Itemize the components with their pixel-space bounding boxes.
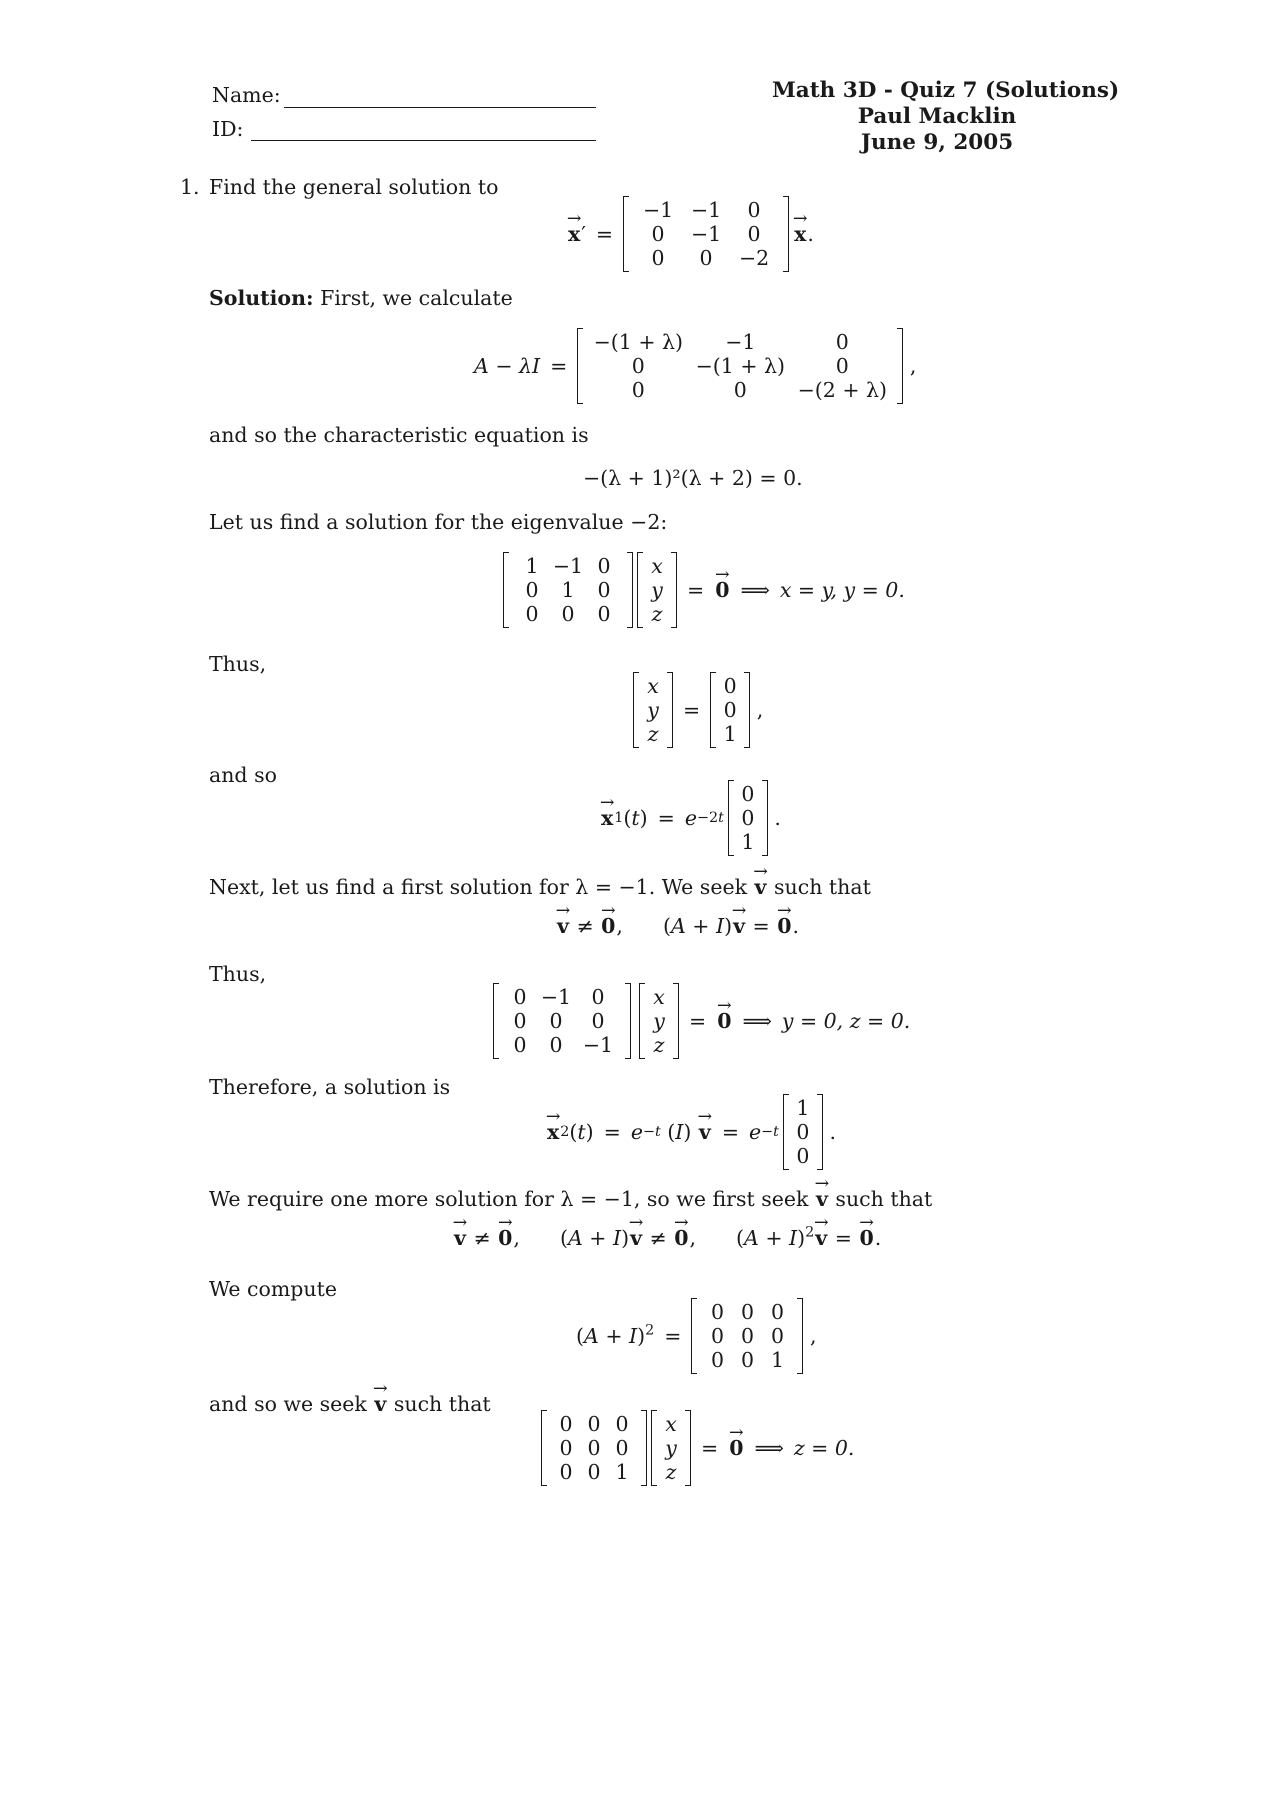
thus-1: Thus, — [209, 652, 267, 676]
matrix-cell: z — [653, 1033, 665, 1057]
matrix-cell: −1 — [642, 198, 674, 222]
matrix-cell: 0 — [597, 554, 611, 578]
matrix-cell: 0 — [597, 602, 611, 626]
name-blank-line[interactable] — [284, 107, 596, 108]
matrix-cell: y — [651, 578, 663, 602]
final-matrix — [541, 1410, 647, 1486]
xyz-vector — [637, 552, 677, 628]
matrix-cell: 0 — [525, 602, 539, 626]
matrix-cell: −(1 + λ) — [593, 330, 684, 354]
x2-vector — [783, 1094, 823, 1170]
eig1-system: 0 −1 0 0 0 0 0 0 −1 x y z = → 0 ⟹ y = 0, z = 0. — [493, 983, 910, 1059]
quiz-title: Math 3D - Quiz 7 (Solutions) — [772, 78, 1120, 103]
such-that-3: such that — [393, 1392, 491, 1416]
matrix-cell: z — [665, 1460, 677, 1484]
matrix-cell: 0 — [513, 1009, 527, 1033]
v-conditions-1: → v ≠ → 0 , (A + I) → v = → 0 . — [556, 914, 799, 938]
problem-prompt: Find the general solution to — [209, 175, 499, 199]
matrix-cell: z — [647, 722, 659, 746]
xyz-vector — [651, 1410, 691, 1486]
a-minus-lambda-i-equation: A − λI = −(1 + λ) −1 0 0 −(1 + λ) 0 0 0 −(2 + λ) , — [474, 330, 917, 402]
seek-paragraph: and so we seek → v such that — [209, 1392, 491, 1416]
x2-solution: → x 2 (t) = e −t (I) → v = e −t 1 0 0 . — [546, 1094, 836, 1170]
next-prefix: Next, let us find a first solution for λ = −1. We seek — [209, 875, 748, 899]
problem-number: 1. — [180, 175, 200, 199]
matrix-cell: 0 — [741, 806, 755, 830]
matrix-cell: −1 — [582, 1033, 614, 1057]
matrix-cell: 0 — [587, 1460, 601, 1484]
matrix-cell: x — [651, 554, 663, 578]
coefficient-matrix — [623, 196, 789, 272]
matrix-cell: 0 — [559, 1436, 573, 1460]
matrix-cell: 0 — [835, 354, 849, 378]
a-minus-lambda-i-matrix — [577, 328, 903, 404]
matrix-cell: 0 — [747, 198, 761, 222]
matrix-cell: 0 — [561, 602, 575, 626]
x-vector-symbol: → x — [568, 222, 580, 246]
matrix-cell: 1 — [525, 554, 539, 578]
xyz-vector — [633, 672, 673, 748]
matrix-cell: 0 — [796, 1120, 810, 1144]
matrix-cell: 0 — [699, 246, 713, 270]
matrix-cell: 0 — [740, 1348, 754, 1372]
final-system: 0 0 0 0 0 0 0 0 1 x y z = → 0 ⟹ z = 0. — [541, 1410, 854, 1486]
matrix-cell: 0 — [723, 698, 737, 722]
matrix-cell: 0 — [651, 246, 665, 270]
matrix-cell: 0 — [549, 1009, 563, 1033]
matrix-cell: 0 — [615, 1436, 629, 1460]
a-plus-i-squared-equation: $(A + I)^2$ = 0 0 0 0 0 0 0 0 1 , — [576, 1300, 817, 1372]
require-prefix: We require one more solution for λ = −1, so we first seek — [209, 1187, 809, 1211]
matrix-cell: 1 — [561, 578, 575, 602]
eig2-result: x = y, y = 0. — [779, 578, 905, 602]
id-blank-line[interactable] — [251, 140, 596, 141]
date: June 9, 2005 — [860, 130, 1014, 155]
matrix-cell: 1 — [796, 1096, 810, 1120]
name-label: Name: — [212, 83, 281, 107]
eigenvector-equation: x y z = 0 0 1 , — [633, 672, 763, 748]
matrix-cell: −1 — [690, 222, 722, 246]
matrix-cell: 0 — [740, 1324, 754, 1348]
eig2-matrix — [503, 552, 633, 628]
matrix-cell: 0 — [710, 1348, 724, 1372]
such-that-1: such that — [774, 875, 871, 899]
matrix-cell: 0 — [591, 985, 605, 1009]
matrix-cell: 0 — [559, 1412, 573, 1436]
eigenvector-001 — [710, 672, 750, 748]
matrix-cell: y — [665, 1436, 677, 1460]
matrix-cell: 0 — [796, 1144, 810, 1168]
thus-2: Thus, — [209, 962, 267, 986]
matrix-cell: −1 — [540, 985, 572, 1009]
matrix-cell: 0 — [835, 330, 849, 354]
v-conditions-2: → v ≠ → 0 , (A + I) → v ≠ → 0 , $(A + I)^2$ → v = → 0 . — [453, 1226, 881, 1250]
and-so-seek-prefix: and so we seek — [209, 1392, 367, 1416]
matrix-cell: 0 — [741, 782, 755, 806]
matrix-cell: 1 — [741, 830, 755, 854]
matrix-cell: 0 — [723, 674, 737, 698]
eig2-system: 1 −1 0 0 1 0 0 0 0 x y z = → 0 ⟹ x = y, y = 0. — [503, 552, 905, 628]
x1-solution: → x 1 (t) = e −2t 0 0 1 . — [600, 780, 781, 856]
next-paragraph — [209, 875, 871, 899]
matrix-cell: −2 — [738, 246, 770, 270]
eig2-intro: Let us find a solution for the eigenvalue −2: — [209, 510, 668, 534]
matrix-cell: 0 — [587, 1436, 601, 1460]
matrix-cell: −(2 + λ) — [797, 378, 888, 402]
v-vector-symbol: → v — [755, 875, 767, 899]
characteristic-equation: −(λ + 1)²(λ + 2) = 0. — [583, 466, 803, 490]
solution-intro: First, we calculate — [320, 286, 513, 310]
matrix-cell: 0 — [513, 1033, 527, 1057]
x1-vector — [728, 780, 768, 856]
char-eq-intro: and so the characteristic equation is — [209, 423, 589, 447]
matrix-cell: x — [653, 985, 665, 1009]
matrix-cell: 0 — [513, 985, 527, 1009]
matrix-cell: 0 — [615, 1412, 629, 1436]
matrix-cell: 0 — [747, 222, 761, 246]
solution-paragraph — [209, 286, 513, 310]
matrix-cell: 0 — [651, 222, 665, 246]
author: Paul Macklin — [857, 104, 1017, 129]
matrix-cell: 0 — [733, 378, 747, 402]
matrix-cell: 0 — [549, 1033, 563, 1057]
matrix-cell: z — [651, 602, 663, 626]
and-so-1: and so — [209, 763, 277, 787]
matrix-cell: 0 — [710, 1324, 724, 1348]
matrix-cell: 1 — [615, 1460, 629, 1484]
matrix-cell: 0 — [631, 378, 645, 402]
require-paragraph: We require one more solution for λ = −1, so we first seek → v such that — [209, 1187, 932, 1211]
matrix-cell: −(1 + λ) — [695, 354, 786, 378]
matrix-cell: 0 — [770, 1300, 784, 1324]
a-plus-i-squared-matrix — [691, 1298, 803, 1374]
matrix-cell: x — [647, 674, 659, 698]
therefore-text: Therefore, a solution is — [209, 1075, 451, 1099]
such-that-2: such that — [835, 1187, 933, 1211]
final-result: z = 0. — [793, 1436, 855, 1460]
eig1-result: y = 0, z = 0. — [781, 1009, 911, 1033]
matrix-cell: 0 — [525, 578, 539, 602]
matrix-cell: 1 — [723, 722, 737, 746]
matrix-cell: 0 — [597, 578, 611, 602]
matrix-cell: 0 — [710, 1300, 724, 1324]
matrix-cell: y — [647, 698, 659, 722]
matrix-cell: 0 — [631, 354, 645, 378]
xyz-vector — [639, 983, 679, 1059]
matrix-cell: 0 — [587, 1412, 601, 1436]
eig1-matrix — [493, 983, 631, 1059]
matrix-cell: x — [665, 1412, 677, 1436]
matrix-cell: 0 — [770, 1324, 784, 1348]
matrix-cell: −1 — [552, 554, 584, 578]
matrix-cell: 0 — [740, 1300, 754, 1324]
matrix-cell: −1 — [725, 330, 756, 354]
matrix-cell: 0 — [559, 1460, 573, 1484]
matrix-cell: 1 — [770, 1348, 784, 1372]
id-label: ID: — [212, 117, 244, 141]
matrix-cell: y — [653, 1009, 665, 1033]
compute-text: We compute — [209, 1277, 338, 1301]
solution-label: Solution: — [209, 286, 314, 310]
matrix-cell: 0 — [591, 1009, 605, 1033]
ode-equation: → x ′ = −1 −1 0 0 −1 0 0 0 −2 → x . — [567, 196, 814, 272]
matrix-cell: −1 — [690, 198, 722, 222]
